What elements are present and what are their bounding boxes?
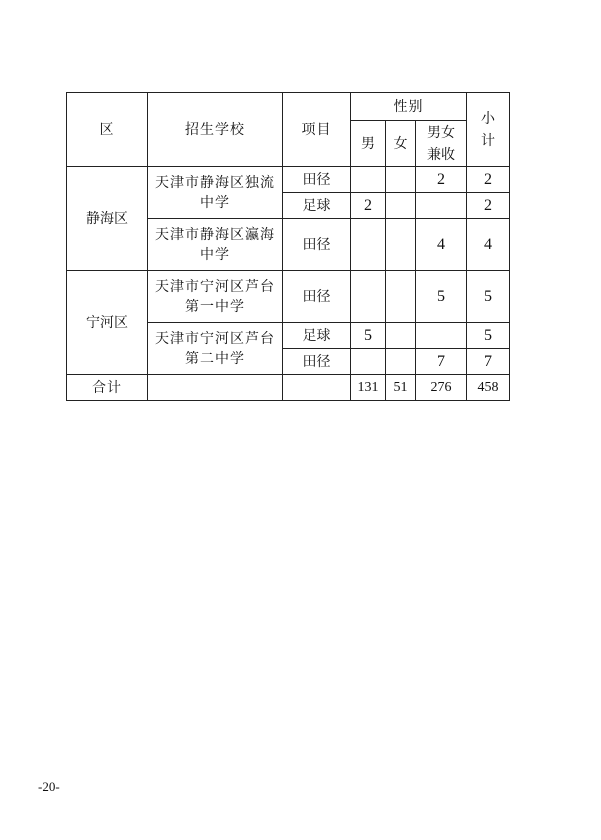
total-female: 51 <box>386 375 416 401</box>
header-subtotal <box>467 93 510 167</box>
male-cell: 5 <box>351 323 386 349</box>
header-gender: 性别 <box>351 93 467 121</box>
header-both <box>416 121 467 167</box>
school-cell: 天津市静海区独流中学 <box>148 167 283 219</box>
female-cell <box>386 323 416 349</box>
page-number: -20- <box>38 779 60 794</box>
admissions-table <box>66 92 510 401</box>
district-cell: 宁河区 <box>67 271 148 375</box>
project-cell: 田径 <box>283 219 351 271</box>
female-cell <box>386 219 416 271</box>
male-cell <box>351 271 386 323</box>
subtotal-cell: 2 <box>467 193 510 219</box>
both-cell <box>416 193 467 219</box>
total-both: 276 <box>416 375 467 401</box>
male-cell <box>351 167 386 193</box>
project-cell: 足球 <box>283 193 351 219</box>
male-cell <box>351 349 386 375</box>
header-both-text: 男女兼收 <box>427 124 455 163</box>
district-cell: 静海区 <box>67 167 148 271</box>
total-project-empty <box>283 375 351 401</box>
subtotal-cell: 4 <box>467 219 510 271</box>
header-subtotal-text: 小计 <box>481 110 496 149</box>
project-cell: 足球 <box>283 323 351 349</box>
subtotal-cell: 5 <box>467 271 510 323</box>
both-cell <box>416 323 467 349</box>
both-cell: 4 <box>416 219 467 271</box>
school-cell: 天津市宁河区芦台第一中学 <box>148 271 283 323</box>
total-label: 合计 <box>67 375 148 401</box>
both-cell: 5 <box>416 271 467 323</box>
header-school: 招生学校 <box>148 93 283 167</box>
school-cell: 天津市宁河区芦台第二中学 <box>148 323 283 375</box>
project-cell: 田径 <box>283 271 351 323</box>
both-cell: 7 <box>416 349 467 375</box>
total-school-empty <box>148 375 283 401</box>
female-cell <box>386 193 416 219</box>
male-cell: 2 <box>351 193 386 219</box>
both-cell: 2 <box>416 167 467 193</box>
header-project: 项目 <box>283 93 351 167</box>
female-cell <box>386 167 416 193</box>
subtotal-cell: 5 <box>467 323 510 349</box>
total-male: 131 <box>351 375 386 401</box>
subtotal-cell: 7 <box>467 349 510 375</box>
female-cell <box>386 349 416 375</box>
header-district: 区 <box>67 93 148 167</box>
school-cell: 天津市静海区瀛海中学 <box>148 219 283 271</box>
female-cell <box>386 271 416 323</box>
project-cell: 田径 <box>283 349 351 375</box>
header-female: 女 <box>386 121 416 167</box>
male-cell <box>351 219 386 271</box>
total-subtotal: 458 <box>467 375 510 401</box>
project-cell: 田径 <box>283 167 351 193</box>
header-male: 男 <box>351 121 386 167</box>
subtotal-cell: 2 <box>467 167 510 193</box>
